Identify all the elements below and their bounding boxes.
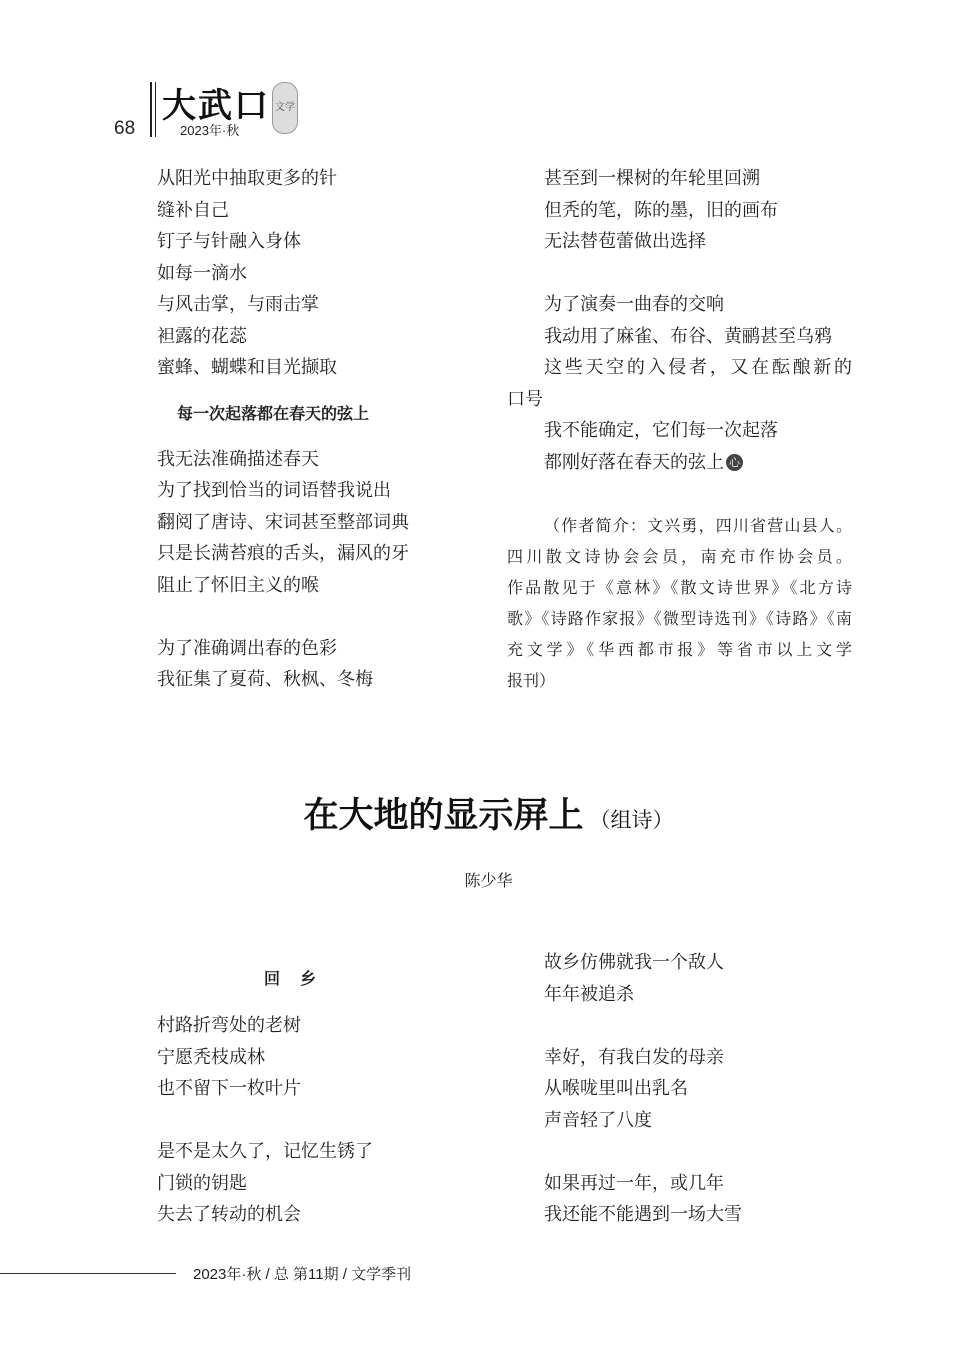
poem-line: 口号 xyxy=(507,388,543,410)
stanza xyxy=(507,163,852,258)
poem-line: 袒露的花蕊 xyxy=(157,325,247,347)
stanza xyxy=(157,444,409,602)
stanza-gap xyxy=(507,478,852,510)
stanza-gap xyxy=(157,601,409,633)
section-heading: 回乡 xyxy=(264,969,337,988)
bio-line: （作者简介：文兴勇，四川省营山县人。 xyxy=(544,515,852,535)
poem-line: 也不留下一枚叶片 xyxy=(157,1078,301,1099)
poem-line: 失去了转动的机会 xyxy=(157,1204,301,1225)
right-column-top xyxy=(507,163,852,697)
stanza xyxy=(507,1168,742,1231)
magazine-logo: 大武口 xyxy=(162,86,270,126)
stanza xyxy=(157,633,409,696)
article-title-text: 在大地的显示屏上 xyxy=(303,795,584,836)
poem-line: 缝补自己 xyxy=(157,199,229,221)
poem-line: 与风击掌，与雨击掌 xyxy=(157,294,319,315)
left-column-bottom xyxy=(157,962,373,1231)
end-mark-icon: 心 xyxy=(726,454,743,471)
poem-line: 为了找到恰当的词语替我说出 xyxy=(157,480,391,501)
poem-line: 从喉咙里叫出乳名 xyxy=(544,1078,688,1099)
bio-line: 四川散文诗协会会员，南充市作协会员。 xyxy=(507,546,852,566)
stanza xyxy=(157,1136,373,1231)
poem-line: 钉子与针融入身体 xyxy=(157,231,301,252)
page-number: 68 xyxy=(114,118,136,139)
poem-line: 幸好，有我白发的母亲 xyxy=(544,1046,724,1068)
logo-seal-text: 文学 xyxy=(275,102,295,113)
left-column-top xyxy=(157,163,409,696)
article-title xyxy=(0,788,977,838)
header-issue: 2023年·秋 xyxy=(180,123,240,138)
heading-gap xyxy=(157,996,373,1010)
footer-rule xyxy=(0,1273,176,1274)
stanza-gap xyxy=(157,1105,373,1137)
poem-line: 阻止了怀旧主义的喉 xyxy=(157,574,319,596)
poem-line: 这些天空的入侵者，又在酝酿新的 xyxy=(544,357,852,378)
poem-line: 村路折弯处的老树 xyxy=(157,1015,301,1036)
bio-line: 充文学》《华西都市报》等省市以上文学 xyxy=(507,640,852,660)
bio-line: 作品散见于《意林》《散文诗世界》《北方诗 xyxy=(507,577,852,597)
bio-line: 歌》《诗路作家报》《微型诗选刊》《诗路》《南 xyxy=(507,609,852,629)
poem-line: 从阳光中抽取更多的针 xyxy=(157,168,337,189)
poem-line: 我还能不能遇到一场大雪 xyxy=(544,1204,742,1225)
poem-line: 如每一滴水 xyxy=(157,262,247,284)
poem-line: 我征集了夏荷、秋枫、冬梅 xyxy=(157,669,373,690)
poem-line: 是不是太久了，记忆生锈了 xyxy=(157,1141,373,1162)
poem-line: 我动用了麻雀、布谷、黄鹂甚至乌鸦 xyxy=(544,325,832,347)
poem-line: 如果再过一年，或几年 xyxy=(544,1172,724,1194)
stanza-gap xyxy=(507,1136,742,1168)
stanza xyxy=(507,1042,742,1137)
poem-line: 为了演奏一曲春的交响 xyxy=(544,294,724,315)
article-author: 陈少华 xyxy=(464,871,513,890)
bio-line: 报刊） xyxy=(507,671,556,691)
poem-line: 无法替苞蕾做出选择 xyxy=(544,231,706,252)
poem-line: 宁愿秃枝成林 xyxy=(157,1046,265,1068)
poem-line: 故乡仿佛就我一个敌人 xyxy=(544,952,724,973)
poem-heading: 每一次起落都在春天的弦上 xyxy=(177,403,370,423)
poem-line: 门锁的钥匙 xyxy=(157,1172,247,1194)
poem-line-text: 都刚好落在春天的弦上 xyxy=(544,451,724,473)
footer-issue-info: 2023年·秋 / 总 第11期 / 文学季刊 xyxy=(193,1266,412,1283)
poem-line: 只是长满苔痕的舌头，漏风的牙 xyxy=(157,543,409,564)
poem-line: 我不能确定，它们每一次起落 xyxy=(544,420,778,441)
poem-line: 但秃的笔，陈的墨，旧的画布 xyxy=(544,199,778,221)
poem-line: 翻阅了唐诗、宋词甚至整部词典 xyxy=(157,511,409,533)
poem-line: 年年被追杀 xyxy=(544,983,634,1005)
stanza-gap xyxy=(507,1010,742,1042)
stanza xyxy=(157,163,409,384)
stanza xyxy=(157,1010,373,1105)
stanza xyxy=(507,947,742,1010)
logo-seal xyxy=(272,82,298,134)
article-subtitle: （组诗） xyxy=(589,808,674,832)
stanza xyxy=(507,289,852,478)
poem-line: 我无法准确描述春天 xyxy=(157,448,319,470)
header-divider-thin xyxy=(155,82,156,137)
poem-line: 蜜蜂、蝴蝶和目光撷取 xyxy=(157,357,337,378)
author-bio xyxy=(507,510,852,697)
poem-line: 声音轻了八度 xyxy=(544,1109,652,1131)
poem-line xyxy=(507,447,852,479)
poem-line: 为了准确调出春的色彩 xyxy=(157,637,337,659)
right-column-bottom xyxy=(507,947,742,1231)
header-divider xyxy=(150,82,152,137)
stanza-gap xyxy=(507,258,852,290)
poem-line: 甚至到一棵树的年轮里回溯 xyxy=(544,168,760,189)
